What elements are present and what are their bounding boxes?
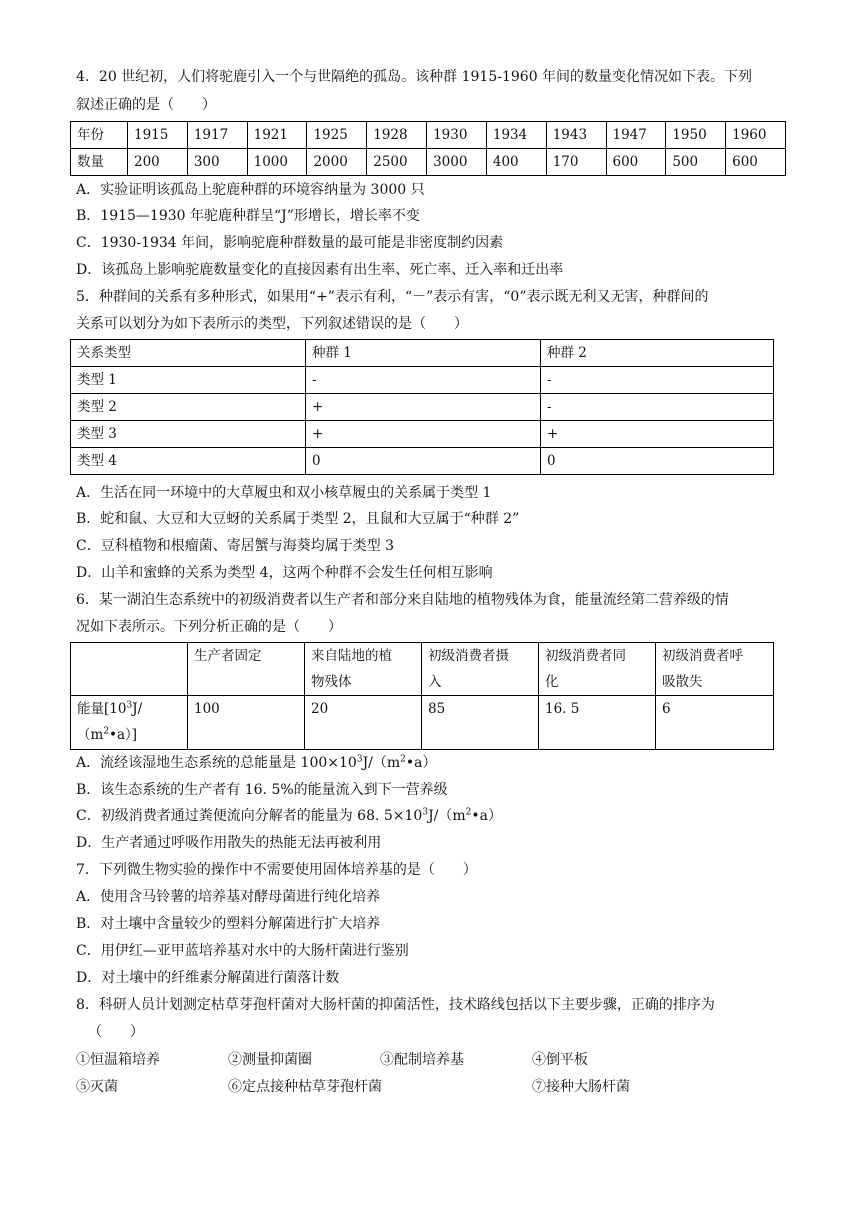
q8-step: ③配制培养基: [380, 1052, 464, 1068]
table-cell: 类型 3: [71, 421, 306, 448]
table-row: [71, 394, 774, 421]
q7-option-d: D．对土壤中的纤维素分解菌进行菌落计数: [76, 970, 340, 986]
table-row: [71, 696, 774, 750]
header-line: 初级消费者同: [545, 648, 626, 664]
q6-option-b: B．该生态系统的生产者有 16. 5%的能量流入到下一营养级: [76, 782, 448, 798]
table-cell: 类型 2: [71, 394, 306, 421]
table-header: 种群 1: [306, 340, 541, 367]
row-label-line: [77, 696, 181, 722]
table-cell: 类型 1: [71, 367, 306, 394]
table-cell: +: [306, 421, 541, 448]
q6-energy-table: [70, 642, 774, 750]
option-sup: 3: [356, 754, 363, 765]
label-text: 能量[10: [77, 701, 127, 717]
table-cell: 1947: [606, 122, 666, 149]
q4-option-a: A．实验证明该孤岛上驼鹿种群的环境容纳量为 3000 只: [76, 182, 425, 198]
table-cell: 0: [306, 448, 541, 475]
header-line: 初级消费者呼: [662, 648, 743, 664]
table-cell: 0: [541, 448, 774, 475]
table-cell: 1915: [128, 122, 188, 149]
label-text: （m: [77, 727, 104, 743]
q8-step: ⑥定点接种枯草芽孢杆菌: [228, 1079, 382, 1095]
q8-stem-line1: 8．科研人员计划测定枯草芽孢杆菌对大肠杆菌的抑菌活性，技术路线包括以下主要步骤，正确的排序为: [76, 997, 715, 1013]
header-line: 化: [545, 674, 559, 690]
table-cell: 500: [666, 149, 726, 176]
option-sup: 3: [422, 807, 429, 818]
q4-option-d: D．该孤岛上影响驼鹿数量变化的直接因素有出生率、死亡率、迁入率和迁出率: [76, 262, 564, 278]
option-sup: 2: [400, 754, 406, 765]
option-text: J/（m: [428, 808, 466, 824]
table-header: [71, 643, 188, 696]
table-cell: 6: [656, 696, 774, 750]
table-cell: 1950: [666, 122, 726, 149]
q5-option-d: D．山羊和蜜蜂的关系为类型 4，这两个种群不会发生任何相互影响: [76, 565, 493, 581]
table-cell: 年份: [71, 122, 128, 149]
table-cell: 类型 4: [71, 448, 306, 475]
table-row: [71, 448, 774, 475]
q6-option-c: [76, 806, 786, 826]
table-row: [71, 149, 786, 176]
q4-option-b: B．1915—1930 年驼鹿种群呈“J”形增长，增长率不变: [76, 208, 420, 224]
header-line: 来自陆地的植: [311, 648, 392, 664]
q4-stem-line2: 叙述正确的是（ ）: [76, 97, 216, 113]
table-cell: 数量: [71, 149, 128, 176]
table-row: [71, 367, 774, 394]
q8-stem-line2: （ ）: [88, 1024, 144, 1040]
table-cell: -: [541, 394, 774, 421]
table-row: [71, 643, 774, 696]
q6-stem-line1: 6．某一湖泊生态系统中的初级消费者以生产者和部分来自陆地的植物残体为食，能量流经第二营养级的情: [76, 592, 729, 608]
table-header: [539, 643, 656, 696]
q7-option-b: B．对土壤中含量较少的塑料分解菌进行扩大培养: [76, 916, 381, 932]
table-header: 关系类型: [71, 340, 306, 367]
table-cell: 200: [128, 149, 188, 176]
option-sup: 2: [465, 807, 472, 818]
label-text: •a）]: [109, 727, 138, 743]
table-cell: -: [541, 367, 774, 394]
table-cell: 1917: [187, 122, 247, 149]
table-cell: 2500: [367, 149, 427, 176]
table-cell: 1943: [546, 122, 606, 149]
q6-option-a: [76, 753, 786, 773]
q4-stem-line1: 4．20 世纪初，人们将驼鹿引入一个与世隔绝的孤岛。该种群 1915-1960 年间的数量变化情况如下表。下列: [76, 69, 753, 85]
table-cell: 85: [422, 696, 539, 750]
table-cell: -: [306, 367, 541, 394]
table-row: [71, 340, 774, 367]
q7-option-a: A．使用含马铃薯的培养基对酵母菌进行纯化培养: [76, 889, 381, 905]
q4-option-c: C．1930-1934 年间，影响驼鹿种群数量的最可能是非密度制约因素: [76, 235, 504, 251]
table-row: [71, 122, 786, 149]
table-cell: 1930: [427, 122, 487, 149]
q8-steps-row2: [76, 1077, 786, 1097]
table-header: [656, 643, 774, 696]
table-header: 种群 2: [541, 340, 774, 367]
table-cell: 3000: [427, 149, 487, 176]
table-cell: 600: [606, 149, 666, 176]
q7-option-c: C．用伊红—亚甲蓝培养基对水中的大肠杆菌进行鉴别: [76, 943, 409, 959]
option-text: •a）: [405, 755, 437, 771]
header-line: 吸散失: [662, 674, 703, 690]
header-line: 物残体: [311, 674, 352, 690]
table-cell: 1928: [367, 122, 427, 149]
table-header: [305, 643, 422, 696]
option-text: A．流经该湿地生态系统的总能量是 100×10: [76, 755, 357, 771]
q5-option-a: A．生活在同一环境中的大草履虫和双小核草履虫的关系属于类型 1: [76, 485, 492, 501]
table-cell: 600: [726, 149, 786, 176]
table-cell: +: [306, 394, 541, 421]
option-text: •a）: [471, 808, 503, 824]
header-line: 入: [428, 674, 442, 690]
q8-step: ②测量抑菌圈: [228, 1052, 312, 1068]
table-header: 生产者固定: [188, 643, 305, 696]
table-cell: 1000: [247, 149, 307, 176]
table-cell: 1925: [307, 122, 367, 149]
label-sup: 2: [103, 726, 110, 737]
q8-step: ⑤灭菌: [76, 1079, 118, 1095]
q8-step: ④倒平板: [532, 1052, 588, 1068]
q8-step: ⑦接种大肠杆菌: [532, 1079, 630, 1095]
label-text: J/: [132, 701, 143, 717]
table-cell: 170: [546, 149, 606, 176]
table-cell: +: [541, 421, 774, 448]
q8-steps-row1: [76, 1050, 786, 1070]
table-cell: 20: [305, 696, 422, 750]
q8-step: ①恒温箱培养: [76, 1052, 160, 1068]
table-row: [71, 421, 774, 448]
option-text: J/（m: [362, 755, 401, 771]
table-cell: 400: [486, 149, 546, 176]
q6-stem-line2: 况如下表所示。下列分析正确的是（ ）: [76, 619, 342, 635]
header-line: 初级消费者摄: [428, 648, 509, 664]
q6-option-d: D．生产者通过呼吸作用散失的热能无法再被利用: [76, 835, 382, 851]
table-cell: 2000: [307, 149, 367, 176]
q5-relation-table: [70, 339, 774, 475]
q5-option-c: C．豆科植物和根瘤菌、寄居蟹与海葵均属于类型 3: [76, 538, 395, 554]
q5-stem-line2: 关系可以划分为如下表所示的类型，下列叙述错误的是（ ）: [76, 316, 468, 332]
row-label-line: [77, 722, 181, 748]
label-sup: 3: [126, 700, 133, 711]
table-cell: [71, 696, 188, 750]
table-cell: 100: [188, 696, 305, 750]
q7-stem: 7．下列微生物实验的操作中不需要使用固体培养基的是（ ）: [76, 862, 477, 878]
table-cell: 1960: [726, 122, 786, 149]
table-cell: 300: [187, 149, 247, 176]
table-cell: 16. 5: [539, 696, 656, 750]
table-header: [422, 643, 539, 696]
q5-stem-line1: 5．种群间的关系有多种形式，如果用“+”表示有利，“－”表示有害，“0”表示既无利又无害，种群间的: [76, 289, 709, 305]
option-text: C．初级消费者通过粪便流向分解者的能量为 68. 5×10: [76, 808, 423, 824]
table-cell: 1934: [486, 122, 546, 149]
table-cell: 1921: [247, 122, 307, 149]
q5-option-b: B．蛇和鼠、大豆和大豆蚜的关系属于类型 2，且鼠和大豆属于“种群 2”: [76, 511, 520, 527]
q4-population-table: [70, 121, 786, 176]
